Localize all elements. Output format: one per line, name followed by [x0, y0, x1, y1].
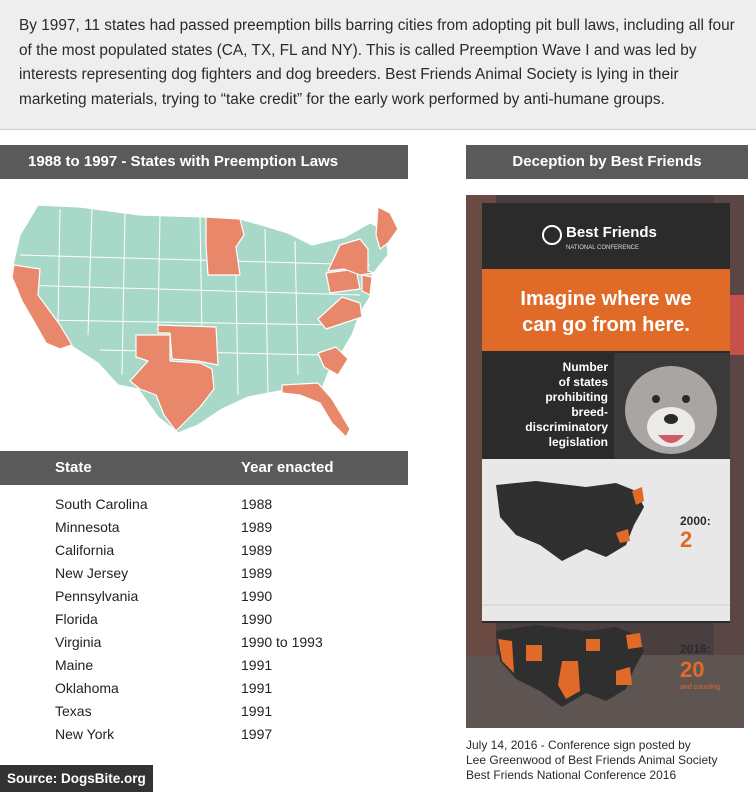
state-cell: South Carolina: [55, 496, 148, 512]
table-row: [0, 516, 408, 539]
caption-line: Lee Greenwood of Best Friends Animal Society: [466, 753, 718, 767]
state-cell: Oklahoma: [55, 680, 119, 696]
photo-title: Deception by Best Friends: [466, 145, 748, 179]
sign-headline-2: can go from here.: [522, 314, 690, 336]
table-row: [0, 700, 408, 723]
sign-brand-sub: NATIONAL CONFERENCE: [566, 245, 640, 251]
caption-line: July 14, 2016 - Conference sign posted by: [466, 738, 691, 752]
intro-paragraph: By 1997, 11 states had passed preemption bills barring cities from adopting pit bull laws, including all four of the most populated states (CA, TX, FL and NY). This is called Preemption Wave I and was led by interests representing dog fighters and dog breeders. Best Friends Animal Society is lying in their marketing materials, trying to “take credit” for the early work performed by anti-humane groups.: [0, 0, 756, 130]
table-row: [0, 608, 408, 631]
state-florida: [282, 383, 350, 437]
sign-number-line: prohibiting: [545, 390, 608, 404]
sign-counting: and counting: [680, 684, 721, 691]
table-row: [0, 585, 408, 608]
year-cell: 1997: [241, 726, 273, 742]
sign-brand: Best Friends: [566, 224, 657, 241]
state-cell: Virginia: [55, 634, 102, 650]
state-cell: Texas: [55, 703, 92, 719]
table-row: [0, 723, 408, 746]
year-cell: 1989: [241, 565, 273, 581]
state-cell: Florida: [55, 611, 98, 627]
us-preemption-map: [0, 185, 408, 450]
table-row: [0, 493, 408, 516]
state-cell: Maine: [55, 657, 94, 673]
year-cell: 1991: [241, 657, 273, 673]
table-header: [0, 451, 408, 485]
state-column-header: State: [55, 459, 92, 476]
source-label: Source: DogsBite.org: [0, 765, 153, 792]
state-maine: [376, 207, 398, 249]
year-cell: 1989: [241, 542, 273, 558]
sign-number-line: of states: [558, 375, 608, 389]
year-cell: 1991: [241, 703, 273, 719]
sign-headline-1: Imagine where we: [520, 288, 692, 310]
state-new-jersey: [362, 275, 372, 295]
table-row: [0, 539, 408, 562]
photo-caption: [466, 738, 756, 783]
sign-count-2000: 2: [680, 527, 693, 552]
state-table: [0, 493, 408, 746]
state-cell: Pennsylvania: [55, 588, 139, 604]
sign-number-line: breed-: [571, 405, 608, 419]
caption-line: Best Friends National Conference 2016: [466, 768, 677, 782]
year-cell: 1990 to 1993: [241, 634, 323, 650]
state-cell: New Jersey: [55, 565, 129, 581]
table-row: [0, 562, 408, 585]
table-row: [0, 677, 408, 700]
sign-count-2016: 20: [680, 657, 705, 682]
conference-sign-photo: [466, 195, 744, 728]
sign-year-2016: 2016:: [680, 642, 711, 656]
sign-year-2000: 2000:: [680, 514, 711, 528]
year-cell: 1988: [241, 496, 273, 512]
year-column-header: Year enacted: [241, 459, 334, 476]
sign-number-line: Number: [562, 360, 608, 374]
year-cell: 1990: [241, 611, 273, 627]
state-cell: Minnesota: [55, 519, 120, 535]
year-cell: 1990: [241, 588, 273, 604]
state-cell: New York: [55, 726, 115, 742]
dog-photo: [614, 353, 730, 459]
sign-number-line: legislation: [548, 435, 608, 449]
year-cell: 1989: [241, 519, 273, 535]
sign-number-line: discriminatory: [525, 420, 608, 434]
map-title: 1988 to 1997 - States with Preemption Laws: [0, 145, 408, 179]
table-row: [0, 631, 408, 654]
state-cell: California: [55, 542, 115, 558]
year-cell: 1991: [241, 680, 273, 696]
table-row: [0, 654, 408, 677]
